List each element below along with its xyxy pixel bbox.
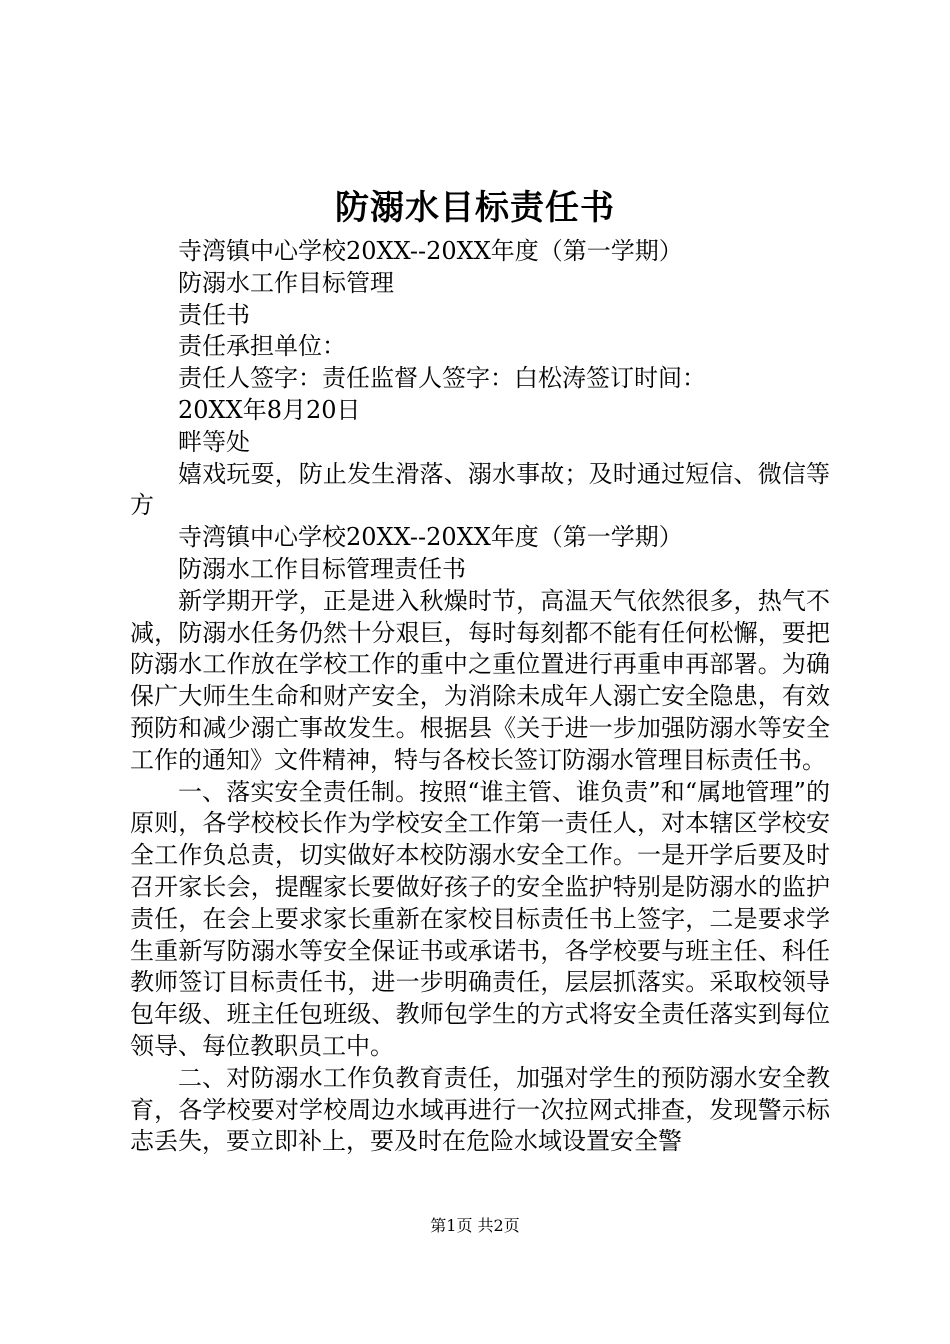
paragraph: 新学期开学，正是进入秋燥时节，高温天气依然很多，热气不减，防溺水任务仍然十分艰巨，每时每刻都不能有任何松懈，要把防溺水工作放在学校工作的重中之重位置进行再重申再部署。为确保广大师生生命和财产安全，为消除未成年人溺亡安全隐患，有效预防和减少溺亡事故发生。根据县《关于进一步加强防溺水等安全工作的通知》文件精神，特与各校长签订防溺水管理目标责任书。 bbox=[130, 586, 830, 774]
document-title: 防溺水目标责任书 bbox=[335, 188, 615, 228]
page-number-footer: 第1页 共2页 bbox=[430, 1216, 520, 1235]
text-line: 20XX年8月20日 bbox=[178, 395, 361, 424]
text-line: 责任书 bbox=[178, 300, 250, 329]
text-line: 畔等处 bbox=[178, 427, 250, 456]
paragraph: 嬉戏玩耍，防止发生滑落、溺水事故；及时通过短信、微信等方 bbox=[130, 459, 830, 520]
text-line: 责任人签字：责任监督人签字：白松涛签订时间： bbox=[178, 364, 706, 393]
text-line: 寺湾镇中心学校20XX--20XX年度（第一学期） bbox=[178, 237, 683, 265]
paragraph: 一、落实安全责任制。按照“谁主管、谁负责”和“属地管理”的原则，各学校校长作为学校安全工作第一责任人，对本辖区学校安全工作负总责，切实做好本校防溺水安全工作。一是开学后要及时召开家长会，提醒家长要做好孩子的安全监护特别是防溺水的监护责任，在会上要求家长重新在家校目标责任书上签字，二是要求学生重新写防溺水等安全保证书或承诺书，各学校要与班主任、科任教师签订目标责任书，进一步明确责任，层层抓落实。采取校领导包年级、班主任包班级、教师包学生的方式将安全责任落实到每位领导、每位教职员工中。 bbox=[130, 777, 830, 1060]
paragraph: 寺湾镇中心学校20XX--20XX年度（第一学期） bbox=[178, 523, 683, 552]
paragraph: 二、对防溺水工作负教育责任，加强对学生的预防溺水安全教育，各学校要对学校周边水域再进行一次拉网式排查，发现警示标志丢失，要立即补上，要及时在危险水域设置安全警 bbox=[130, 1063, 830, 1156]
text-line: 防溺水工作目标管理 bbox=[178, 268, 394, 297]
paragraph: 防溺水工作目标管理责任书 bbox=[178, 554, 466, 583]
document-body bbox=[130, 236, 830, 1158]
text-line: 责任承担单位： bbox=[178, 332, 346, 361]
